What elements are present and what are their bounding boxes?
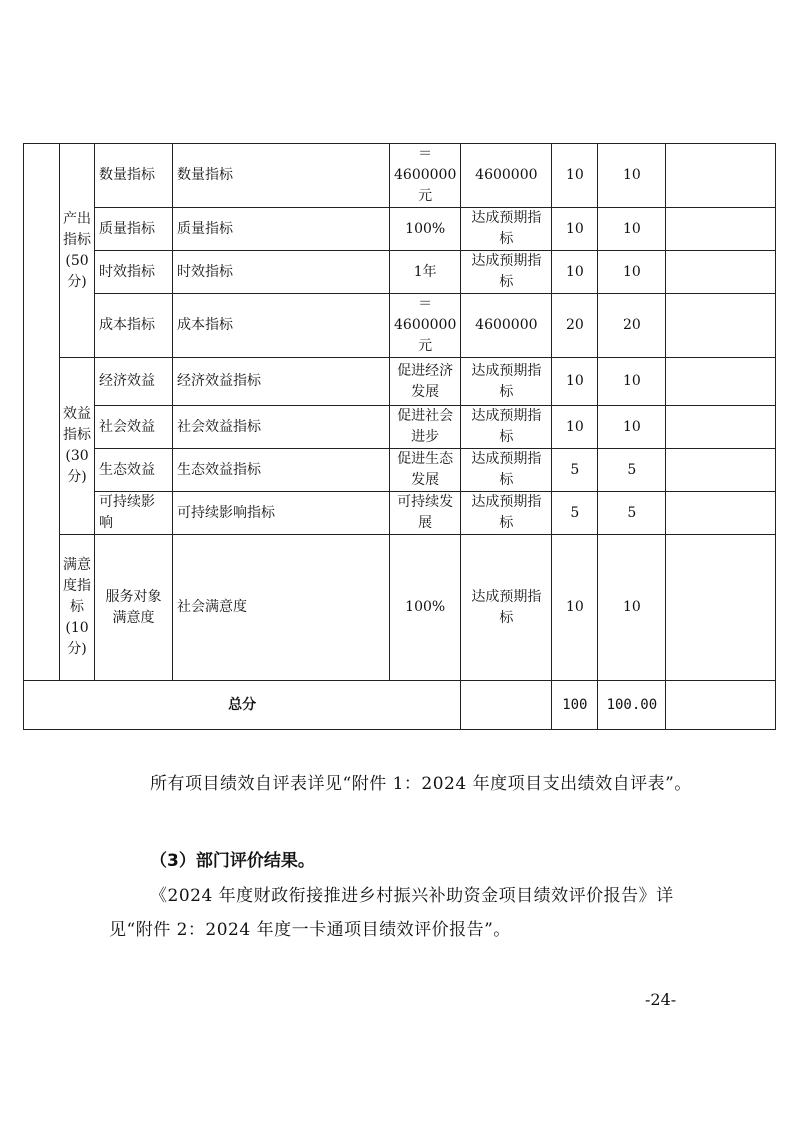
- level2-cell: 质量指标: [95, 208, 173, 251]
- note-cell: [666, 535, 776, 681]
- indicator-cell: 可持续影响指标: [173, 492, 390, 535]
- target-cell: 促进生态发展: [390, 449, 461, 492]
- level2-cell: 社会效益: [95, 406, 173, 449]
- level2-cell: 时效指标: [95, 251, 173, 294]
- group-label-satisfaction: 满意度指标(10分): [60, 535, 95, 681]
- level2-cell: 经济效益: [95, 358, 173, 406]
- note-cell: [666, 358, 776, 406]
- target-cell: ＝4600000元: [390, 144, 461, 208]
- level2-cell: 服务对象满意度: [95, 535, 173, 681]
- total-note-cell: [666, 681, 776, 730]
- level1-cell-empty: [24, 144, 60, 681]
- table-row: [24, 251, 776, 294]
- table-row: [24, 358, 776, 406]
- note-cell: [666, 492, 776, 535]
- paragraph-attachment-1: 所有项目绩效自评表详见“附件 1：2024 年度项目支出绩效自评表”。: [150, 774, 692, 794]
- target-cell: ＝4600000元: [390, 294, 461, 358]
- weight-cell: 5: [552, 492, 598, 535]
- group-label-benefit: 效益指标(30分): [60, 358, 95, 535]
- weight-cell: 10: [552, 358, 598, 406]
- score-cell: 5: [598, 449, 666, 492]
- table-row: [24, 492, 776, 535]
- indicator-cell: 时效指标: [173, 251, 390, 294]
- note-cell: [666, 251, 776, 294]
- score-cell: 10: [598, 144, 666, 208]
- actual-cell: 达成预期指标: [461, 535, 552, 681]
- actual-cell: 4600000: [461, 294, 552, 358]
- score-cell: 10: [598, 358, 666, 406]
- note-cell: [666, 294, 776, 358]
- score-cell: 5: [598, 492, 666, 535]
- weight-cell: 10: [552, 406, 598, 449]
- indicator-cell: 经济效益指标: [173, 358, 390, 406]
- score-cell: 10: [598, 535, 666, 681]
- weight-cell: 10: [552, 144, 598, 208]
- table-row: [24, 208, 776, 251]
- level2-cell: 成本指标: [95, 294, 173, 358]
- level2-cell: 生态效益: [95, 449, 173, 492]
- note-cell: [666, 449, 776, 492]
- table-row: [24, 294, 776, 358]
- weight-cell: 10: [552, 208, 598, 251]
- actual-cell: 达成预期指标: [461, 406, 552, 449]
- table-row: [24, 144, 776, 208]
- paragraph-attachment-2: 《2024 年度财政衔接推进乡村振兴补助资金项目绩效评价报告》详见“附件 2：2024 年度一卡通项目绩效评价报告”。: [109, 886, 674, 940]
- weight-cell: 20: [552, 294, 598, 358]
- actual-cell: 达成预期指标: [461, 251, 552, 294]
- note-cell: [666, 406, 776, 449]
- target-cell: 100%: [390, 208, 461, 251]
- indicator-cell: 质量指标: [173, 208, 390, 251]
- indicator-cell: 数量指标: [173, 144, 390, 208]
- table-row: [24, 449, 776, 492]
- actual-cell: 达成预期指标: [461, 449, 552, 492]
- indicator-cell: 社会满意度: [173, 535, 390, 681]
- score-cell: 10: [598, 208, 666, 251]
- note-cell: [666, 208, 776, 251]
- weight-cell: 10: [552, 251, 598, 294]
- target-cell: 促进社会进步: [390, 406, 461, 449]
- total-weight: 100: [552, 681, 598, 730]
- target-cell: 促进经济发展: [390, 358, 461, 406]
- note-cell: [666, 144, 776, 208]
- level2-cell: 可持续影响: [95, 492, 173, 535]
- weight-cell: 5: [552, 449, 598, 492]
- target-cell: 1年: [390, 251, 461, 294]
- indicator-cell: 成本指标: [173, 294, 390, 358]
- score-cell: 10: [598, 251, 666, 294]
- section-heading: （3）部门评价结果。: [150, 851, 315, 871]
- score-cell: 10: [598, 406, 666, 449]
- actual-cell: 4600000: [461, 144, 552, 208]
- level2-cell: 数量指标: [95, 144, 173, 208]
- table-row: [24, 406, 776, 449]
- indicator-cell: 社会效益指标: [173, 406, 390, 449]
- total-score: 100.00: [598, 681, 666, 730]
- weight-cell: 10: [552, 535, 598, 681]
- target-cell: 100%: [390, 535, 461, 681]
- group-label-output: 产出指标(50分): [60, 144, 95, 358]
- actual-cell: 达成预期指标: [461, 492, 552, 535]
- actual-cell: 达成预期指标: [461, 358, 552, 406]
- total-row: [24, 681, 776, 730]
- page-number: -24-: [645, 990, 677, 1009]
- target-cell: 可持续发展: [390, 492, 461, 535]
- performance-table: [23, 143, 776, 730]
- total-empty-cell: [461, 681, 552, 730]
- table-row: [24, 535, 776, 681]
- score-cell: 20: [598, 294, 666, 358]
- actual-cell: 达成预期指标: [461, 208, 552, 251]
- indicator-cell: 生态效益指标: [173, 449, 390, 492]
- total-label: 总分: [24, 681, 461, 730]
